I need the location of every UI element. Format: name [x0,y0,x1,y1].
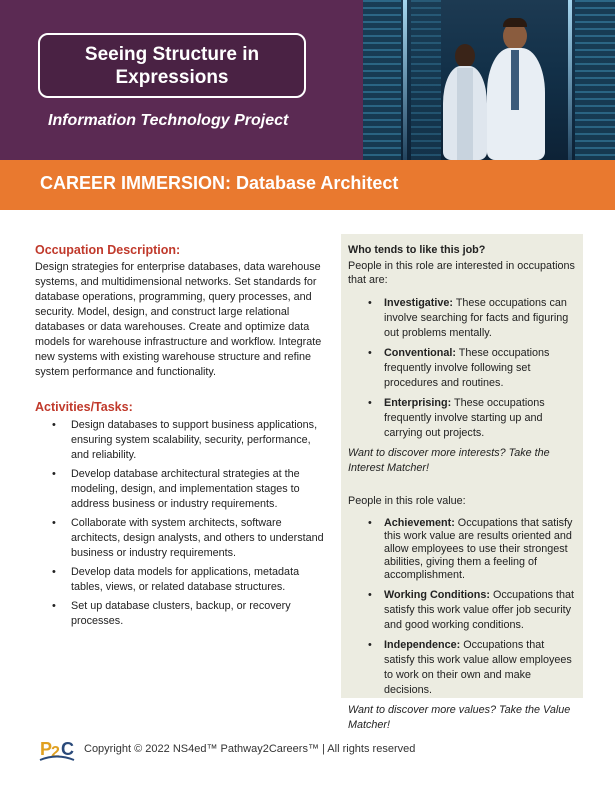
list-item [348,346,576,391]
career-banner [0,160,615,210]
interests-list [348,296,576,441]
value-label: Achievement: [384,517,455,529]
svg-text:2: 2 [51,744,60,761]
value-text: Occupations that satisfy this work value offer job security and good working conditions. [384,589,574,631]
activities-heading: Activities/Tasks: [35,400,133,414]
page-subtitle: Information Technology Project [48,112,289,129]
svg-text:C: C [61,739,74,759]
svg-text:P: P [40,739,53,759]
sidebar-panel [341,234,583,731]
interest-label: Conventional: [384,347,456,359]
interest-label: Investigative: [384,297,454,309]
header-panel [0,0,363,160]
main-column [35,243,330,633]
value-text: Occupations that satisfy this work value allow employees to work on their own and make decisions. [384,639,572,696]
occupation-description: Design strategies for enterprise databases, data warehouse systems, and multidimensional networks. Set standards for database operations, programming, query processes, and security. Model, design, and construct large relational databases or data warehouses. Create and optimize data models for warehouse infrastructure and workflow. Integrate new systems with existing warehouse structure and refine system performance and functionality. [35,261,322,378]
copyright-text: Copyright © 2022 NS4ed™ Pathway2Careers™ | All rights reserved [84,743,416,755]
values-prompt: Want to discover more values? Take the Value Matcher! [348,704,571,731]
list-item: • Set up database clusters, backup, or recovery processes. [35,599,330,629]
footer [38,735,578,765]
interests-intro: People in this role are interested in occupations that are: [348,260,575,286]
list-item [348,396,576,441]
sidebar-heading: Who tends to like this job? [348,244,486,256]
p2c-logo-icon [38,735,76,763]
interests-prompt: Want to discover more interests? Take the Interest Matcher! [348,447,550,474]
list-item: • Develop data models for applications, metadata tables, views, or related database structures. [35,565,330,595]
values-list [348,517,576,698]
career-title: CAREER IMMERSION: Database Architect [40,173,399,193]
header-photo [363,0,615,160]
interest-text: These occupations can involve searching for facts and figuring out problems mentally. [384,297,569,339]
list-item [348,588,576,633]
interest-label: Enterprising: [384,397,452,409]
occupation-heading: Occupation Description: [35,243,181,257]
value-label: Independence: [384,639,461,651]
values-intro: People in this role value: [348,495,466,507]
list-item: • Collaborate with system architects, software architects, design analysts, and others to understand business or industry requirements. [35,516,330,561]
list-item: • Design databases to support business applications, ensuring system scalability, security, performance, and reliability. [35,418,330,463]
list-item: • Develop database architectural strategies at the modeling, design, and implementation stages to address business or industry requirements. [35,467,330,512]
interest-text: These occupations frequently involve following set procedures and routines. [384,347,550,389]
value-label: Working Conditions: [384,589,490,601]
list-item [348,638,576,698]
value-text: Occupations that satisfy this work value are results oriented and allow employees to use their strongest abilities, giving them a feeling of accomplishment. [384,517,573,581]
list-item [348,296,576,341]
page-title: Seeing Structure in Expressions [38,33,306,98]
list-item [348,517,576,582]
interest-text: These occupations frequently involve starting up and carrying out projects. [384,397,545,439]
header [0,0,615,160]
activities-list [35,418,330,629]
